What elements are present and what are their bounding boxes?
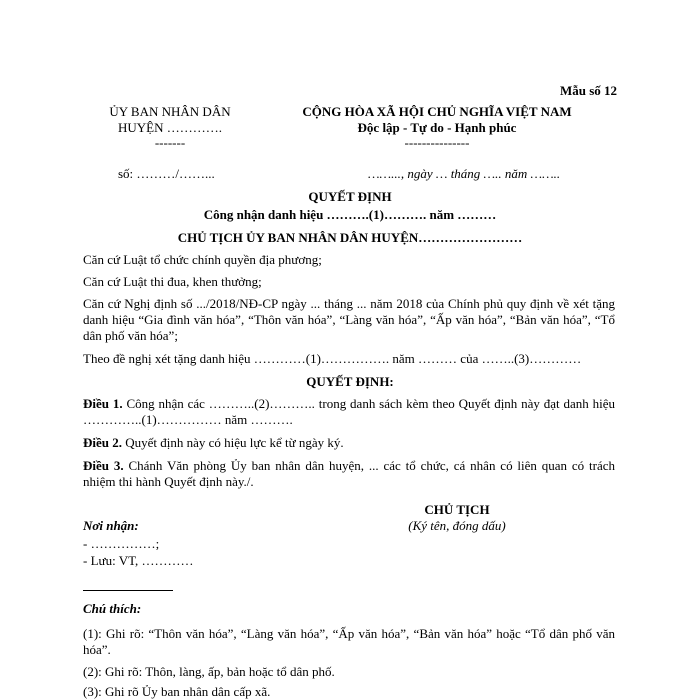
authority-title: CHỦ TỊCH ỦY BAN NHÂN DÂN HUYỆN…………………… xyxy=(177,230,523,245)
ground-4: Theo đề nghị xét tặng danh hiệu …………(1)……………. năm ……… của ……..(3)………… xyxy=(83,351,582,366)
article-3 xyxy=(83,458,615,490)
signature-title: CHỦ TỊCH xyxy=(424,502,490,517)
document-title: QUYẾT ĐỊNH xyxy=(308,189,392,204)
notes-divider xyxy=(83,590,173,591)
national-name: CỘNG HÒA XÃ HỘI CHỦ NGHĨA VIỆT NAM xyxy=(302,104,572,119)
recipient-item: - Lưu: VT, ………… xyxy=(83,553,194,568)
article-1-label: Điều 1. xyxy=(83,396,123,411)
article-2-text: Quyết định này có hiệu lực kể từ ngày ký. xyxy=(122,435,344,450)
article-2-label: Điều 2. xyxy=(83,435,122,450)
article-3-text: Chánh Văn phòng Ủy ban nhân dân huyện, ... các tổ chức, cá nhân có liên quan có trách nhiệm thi hành Quyết định này./. xyxy=(83,458,616,489)
ground-3: Căn cứ Nghị định số .../2018/NĐ-CP ngày ... tháng ... năm 2018 của Chính phủ quy định về xét tặng danh hiệu “Gia đình văn hóa”, “Thôn văn hóa”, “Làng văn hóa”, “Ấp văn hóa”, “Bản văn hóa”, “Tổ dân phố văn hóa”; xyxy=(83,296,615,343)
note-item: (2): Ghi rõ: Thôn, làng, ấp, bản hoặc tổ dân phố. xyxy=(83,664,335,679)
decision-heading: QUYẾT ĐỊNH: xyxy=(306,374,394,389)
document-subtitle: Công nhận danh hiệu ……….(1)………. năm ……… xyxy=(203,207,497,222)
notes-heading: Chú thích: xyxy=(83,601,142,616)
document-number: số: ………/……... xyxy=(118,166,215,181)
issuing-body-line2: HUYỆN …………. xyxy=(118,120,222,135)
recipient-item: - ……………; xyxy=(83,536,160,551)
national-dashes: --------------- xyxy=(404,135,470,150)
ground-2: Căn cứ Luật thi đua, khen thưởng; xyxy=(83,274,262,289)
article-3-label: Điều 3. xyxy=(83,458,124,473)
article-1 xyxy=(83,396,615,428)
form-number: Mẫu số 12 xyxy=(560,83,618,98)
document-date: ……..., ngày … tháng ….. năm …….. xyxy=(368,166,561,181)
signature-note: (Ký tên, đóng dấu) xyxy=(408,518,506,533)
issuing-body-dashes: ------- xyxy=(154,135,186,150)
ground-1: Căn cứ Luật tổ chức chính quyền địa phương; xyxy=(83,252,322,267)
issuing-body xyxy=(80,104,260,150)
article-2 xyxy=(83,435,344,451)
national-header xyxy=(262,104,612,150)
issuing-body-line1: ỦY BAN NHÂN DÂN xyxy=(109,104,231,119)
note-item: (1): Ghi rõ: “Thôn văn hóa”, “Làng văn hóa”, “Ấp văn hóa”, “Bản văn hóa” hoặc “Tổ dân phố văn hóa”. xyxy=(83,626,615,657)
article-1-text: Công nhận các ………..(2)……….. trong danh sách kèm theo Quyết định này đạt danh hiệu …………..(1)…………… năm ………. xyxy=(83,396,616,427)
note-item: (3): Ghi rõ Ủy ban nhân dân cấp xã. xyxy=(83,684,271,699)
recipients-heading: Nơi nhận: xyxy=(83,518,139,533)
national-motto: Độc lập - Tự do - Hạnh phúc xyxy=(357,120,517,135)
